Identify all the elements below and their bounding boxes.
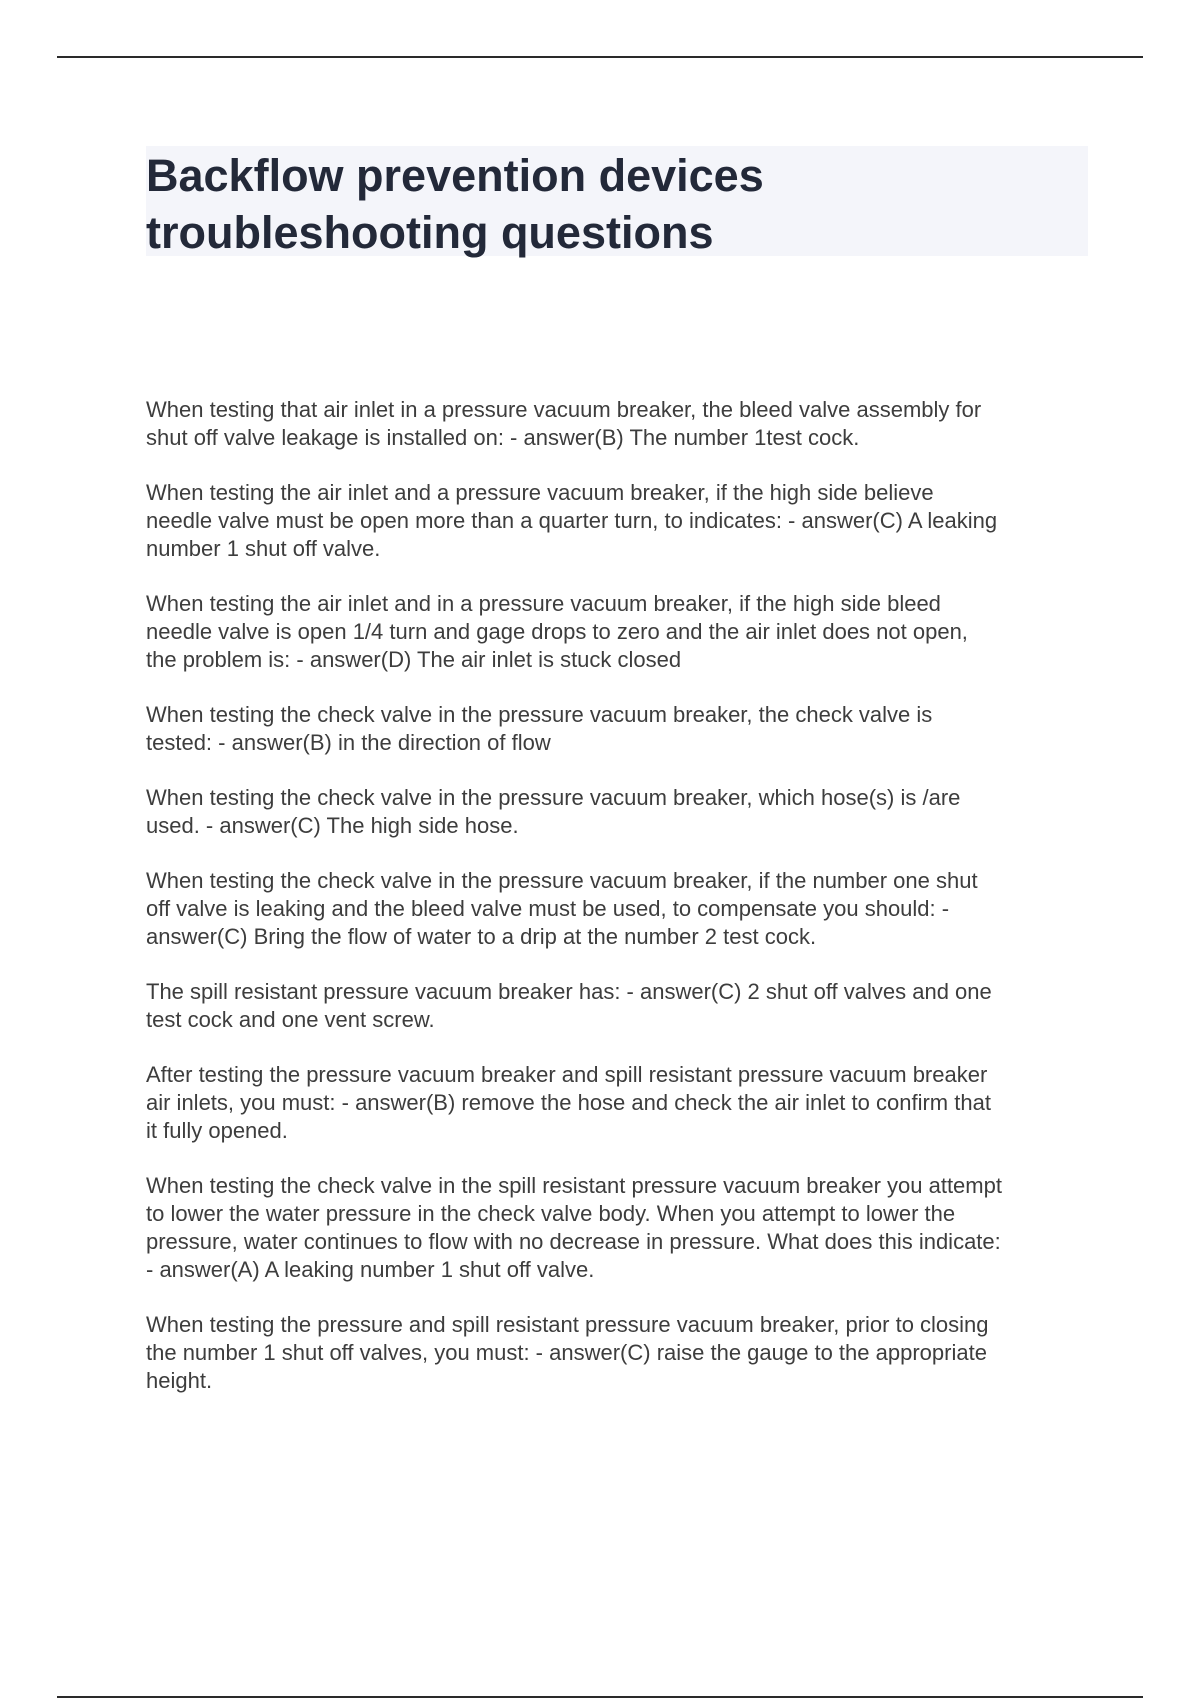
title-banner: [146, 146, 1088, 256]
qa-item: When testing the check valve in the pressure vacuum breaker, if the number one shut off valve is leaking and the bleed valve must be used, to compensate you should: - answer(C) Bring the flow of water to a drip at the number 2 test cock.: [146, 868, 978, 949]
qa-item: After testing the pressure vacuum breaker and spill resistant pressure vacuum breaker air inlets, you must: - answer(B) remove the hose and check the air inlet to confirm that it fully opened.: [146, 1062, 991, 1143]
qa-item: When testing the air inlet and a pressure vacuum breaker, if the high side believe needle valve must be open more than a quarter turn, to indicates: - answer(C) A leaking number 1 shut off valve.: [146, 480, 998, 561]
qa-item: When testing the air inlet and in a pressure vacuum breaker, if the high side bleed needle valve is open 1/4 turn and gage drops to zero and the air inlet does not open, the problem is: - answer(D) The air inlet is stuck closed: [146, 591, 968, 672]
top-rule: [57, 56, 1143, 58]
qa-item: When testing that air inlet in a pressure vacuum breaker, the bleed valve assembly for shut off valve leakage is installed on: - answer(B) The number 1test cock.: [146, 397, 982, 450]
qa-list: [146, 396, 1096, 1422]
document-title: Backflow prevention devices troubleshooting questions: [146, 150, 764, 258]
qa-item: When testing the check valve in the pressure vacuum breaker, which hose(s) is /are used. - answer(C) The high side hose.: [146, 785, 961, 838]
qa-item: When testing the pressure and spill resistant pressure vacuum breaker, prior to closing the number 1 shut off valves, you must: - answer(C) raise the gauge to the appropriate height.: [146, 1312, 989, 1393]
bottom-rule: [57, 1696, 1143, 1698]
qa-item: When testing the check valve in the pressure vacuum breaker, the check valve is tested: - answer(B) in the direction of flow: [146, 702, 933, 755]
qa-item: The spill resistant pressure vacuum breaker has: - answer(C) 2 shut off valves and one test cock and one vent screw.: [146, 979, 992, 1032]
qa-item: When testing the check valve in the spill resistant pressure vacuum breaker you attempt to lower the water pressure in the check valve body. When you attempt to lower the pressure, water continues to flow with no decrease in pressure. What does this indicate: - answer(A) A leaking number 1 shut off valve.: [146, 1173, 1002, 1282]
